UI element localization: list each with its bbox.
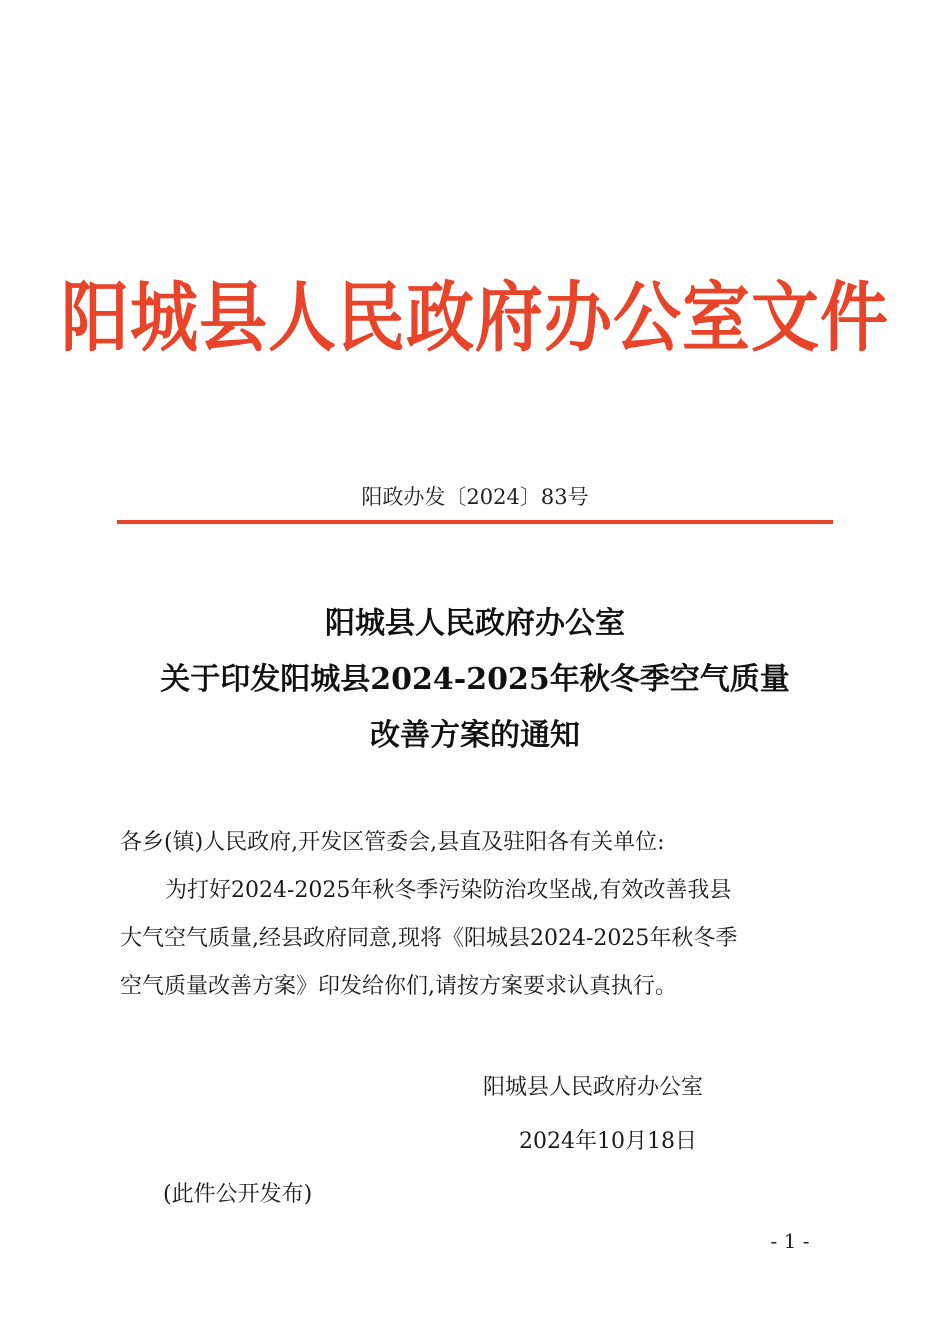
salutation: 各乡(镇)人民政府,开发区管委会,县直及驻阳各有关单位: bbox=[120, 830, 665, 855]
page-number: - 1 - bbox=[770, 1229, 810, 1253]
signature-date: 2024年10月18日 bbox=[519, 1129, 697, 1154]
title-line-2: 关于印发阳城县2024-2025年秋冬季空气质量 bbox=[160, 662, 790, 697]
title-line-3: 改善方案的通知 bbox=[370, 718, 580, 753]
document-masthead: 阳城县人民政府办公室文件 bbox=[60, 273, 889, 363]
document-number: 阳政办发〔2024〕83号 bbox=[361, 485, 589, 509]
paragraph-line-2: 大气空气质量,经县政府同意,现将《阳城县2024-2025年秋冬季 bbox=[120, 926, 738, 951]
document-title bbox=[0, 596, 950, 764]
disclosure-note: (此件公开发布) bbox=[163, 1182, 313, 1207]
paragraph-line-3: 空气质量改善方案》印发给你们,请按方案要求认真执行。 bbox=[120, 974, 677, 999]
signature-organization: 阳城县人民政府办公室 bbox=[483, 1075, 704, 1100]
red-separator-line bbox=[117, 520, 833, 524]
title-line-1: 阳城县人民政府办公室 bbox=[325, 606, 625, 641]
paragraph-line-1: 为打好2024-2025年秋冬季污染防治攻坚战,有效改善我县 bbox=[165, 878, 732, 903]
